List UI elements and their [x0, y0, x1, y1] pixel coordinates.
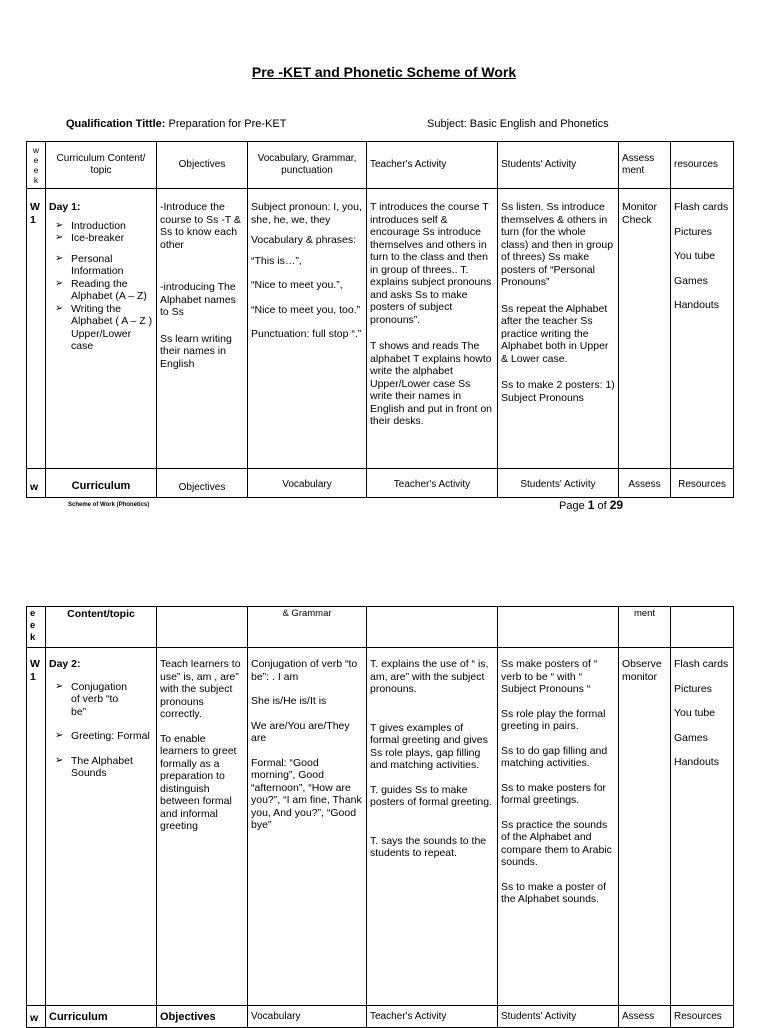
resources-cell [671, 189, 734, 469]
top-students-empty [498, 607, 619, 648]
footer-page-number [559, 498, 623, 512]
students-text: Ss to make posters for formal greetings. [501, 781, 607, 806]
vocab-text: We are/You are/They are [251, 719, 350, 744]
page-num: 1 [587, 498, 595, 512]
vocab-cell [248, 648, 367, 1006]
top-curriculum: Content/topic [46, 607, 157, 648]
qualification-line [66, 118, 286, 130]
header-week: w e e k [27, 142, 46, 189]
header-teacher: Teacher's Activity [367, 142, 498, 189]
header-assessment: Assess ment [619, 142, 671, 189]
objective-text: Ss learn writing their names in English [160, 332, 232, 370]
assessment-cell: Monitor Check [619, 189, 671, 469]
top-assessment: ment [619, 607, 671, 648]
students-cell [498, 648, 619, 1006]
bottom-curriculum: Curriculum [46, 1006, 157, 1028]
list-item: ➢ The Alphabet Sounds [49, 755, 153, 780]
header-vocab: Vocabulary, Grammar, punctuation [248, 142, 367, 189]
objective-text: Teach learners to use” is, am , are” with the subject pronouns correctly. [160, 658, 241, 720]
resource-item: Games [674, 274, 708, 287]
page1-bottom-header-row [27, 469, 734, 498]
resource-item: Pictures [674, 225, 712, 238]
bottom-resources: Resources [671, 469, 734, 498]
vocab-text: “Nice to meet you, too.” [251, 303, 361, 316]
bottom-week: w [27, 1006, 46, 1028]
topic-list [49, 220, 153, 353]
vocab-text: Formal: “Good morning”, Good “afternoon”, “How are you?”, “I am fine, Thank you, And you?”, “Good bye” [251, 756, 362, 831]
vocab-text: “This is…”, [251, 254, 302, 267]
week1-day2-row [27, 648, 734, 1006]
bottom-curriculum: Curriculum [46, 469, 157, 498]
teacher-text: T. says the sounds to the students to repeat. [370, 834, 487, 859]
curriculum-cell [46, 189, 157, 469]
week-label: W 1 [27, 189, 46, 469]
bottom-assessment: Assess [619, 469, 671, 498]
objectives-cell [157, 189, 248, 469]
teacher-text: T. guides Ss to make posters of formal greeting. [370, 783, 492, 808]
assessment-cell: Observe monitor [619, 648, 671, 1006]
qualification-value: Preparation for Pre-KET [165, 118, 287, 130]
students-text: Ss to make a poster of the Alphabet sounds. [501, 880, 607, 905]
vocab-text: Vocabulary & phrases: [251, 234, 357, 246]
vocab-text: Subject pronoun: I, you, she, he, we, they [251, 201, 362, 226]
vocab-text: Conjugation of verb “to be”: . I am [251, 658, 358, 683]
document-title: Pre -KET and Phonetic Scheme of Work [251, 64, 517, 80]
bottom-vocab: Vocabulary [248, 1006, 367, 1028]
bottom-objectives: Objectives [157, 469, 248, 498]
subject-line: Subject: Basic English and Phonetics [427, 118, 609, 130]
students-text: Ss repeat the Alphabet after the teacher Ss practice writing the Alphabet both in Upper & Lower case. [501, 302, 609, 365]
header-curriculum: Curriculum Content/ topic [46, 142, 157, 189]
resource-item: Games [674, 731, 708, 744]
footer-doc-name: Scheme of Work (Phonetics) [68, 502, 150, 508]
week1-day1-row [27, 189, 734, 469]
vocab-text: Punctuation: full stop “.” [251, 328, 362, 340]
qualification-label: Qualification Tittle: [66, 118, 166, 130]
resource-item: Handouts [674, 756, 719, 768]
list-item: ➢ Greeting: Formal [49, 730, 153, 743]
teacher-cell [367, 648, 498, 1006]
week-label: W 1 [27, 648, 46, 1006]
students-text: Ss practice the sounds of the Alphabet and compare them to Arabic sounds. [501, 818, 612, 868]
resource-item: Flash cards [674, 658, 729, 670]
bottom-resources: Resources [671, 1006, 734, 1028]
resource-item: Pictures [674, 682, 712, 695]
header-objectives: Objectives [157, 142, 248, 189]
bottom-teacher: Teacher's Activity [367, 469, 498, 498]
page-prefix: Page [559, 500, 588, 512]
resource-item: You tube [674, 707, 716, 719]
page2-top-row [27, 607, 734, 648]
bottom-vocab: Vocabulary [248, 469, 367, 498]
resource-item: Flash cards [674, 201, 729, 213]
vocab-text: She is/He is/It is [251, 695, 327, 707]
resource-item: Handouts [674, 299, 719, 311]
top-objectives-empty [157, 607, 248, 648]
teacher-text: T introduces the course T introduces self & encourage Ss introduce themselves and others in turn to the class and then in group of threes.. T. explains subject pronouns and asks Ss to make posters of subject pronouns”. [370, 201, 492, 326]
students-text: Ss role play the formal greeting in pairs. [501, 707, 606, 732]
students-text: Ss make posters of “ verb to be “ with “ Subject Pronouns “ [501, 658, 598, 695]
bottom-students: Students' Activity [498, 469, 619, 498]
bottom-objectives: Objectives [157, 1006, 248, 1028]
list-item: ➢ Writing the Alphabet ( A – Z ) Upper/Lower case [49, 303, 153, 353]
vocab-cell [248, 189, 367, 469]
resources-cell [671, 648, 734, 1006]
objectives-cell [157, 648, 248, 1006]
page-of: of [594, 500, 610, 512]
objective-text: -introducing The Alphabet names to Ss [160, 281, 236, 318]
teacher-text: T shows and reads The alphabet T explains howto write the alphabet Upper/Lower case Ss write their names in English and put in front on their desks. [370, 340, 493, 427]
scheme-table-page2 [26, 606, 734, 1028]
students-text: Ss listen. Ss introduce themselves & others in turn (for the whole class) and then in group of threes) Ss make posters of “Personal Pronouns” [501, 201, 614, 288]
vocab-text: “Nice to meet you.”, [251, 279, 343, 291]
bottom-students: Students' Activity [498, 1006, 619, 1028]
top-teacher-empty [367, 607, 498, 648]
day-label: Day 1: [49, 201, 81, 213]
teacher-text: T gives examples of formal greeting and gives Ss role plays, gap filling and matching activities. [370, 721, 488, 771]
students-cell [498, 189, 619, 469]
page-total: 29 [609, 498, 624, 512]
bottom-teacher: Teacher's Activity [367, 1006, 498, 1028]
header-resources: resources [671, 142, 734, 189]
bottom-assessment: Assess [619, 1006, 671, 1028]
top-vocab: & Grammar [248, 607, 367, 648]
curriculum-cell [46, 648, 157, 1006]
header-students: Students' Activity [498, 142, 619, 189]
bottom-week: w [27, 469, 46, 498]
objective-text: To enable learners to greet formally as a preparation to distinguish between formal and informal greeting [160, 732, 237, 832]
list-item: ➢ Reading the Alphabet (A – Z) [49, 278, 153, 303]
top-resources-empty [671, 607, 734, 648]
topic-list [49, 681, 153, 780]
list-item: ➢ Introduction [49, 220, 153, 233]
top-week-letters: e e k [27, 607, 46, 648]
header-row [27, 142, 734, 189]
day-label: Day 2: [49, 658, 81, 670]
students-text: Ss to do gap filling and matching activities. [501, 744, 608, 769]
objective-text: -Introduce the course to Ss -T & Ss to know each other [160, 201, 241, 251]
resource-item: You tube [674, 250, 716, 262]
list-item: ➢ Ice-breaker [49, 232, 153, 245]
scheme-table-page1 [26, 141, 734, 498]
students-text: Ss to make 2 posters: 1) Subject Pronouns [501, 379, 615, 404]
teacher-cell [367, 189, 498, 469]
list-item: ➢ Personal Information [49, 253, 153, 278]
teacher-text: T. explains the use of “ is, am, are” with the subject pronouns. [370, 658, 489, 695]
list-item: ➢ Conjugation of verb “to be” [49, 681, 153, 719]
